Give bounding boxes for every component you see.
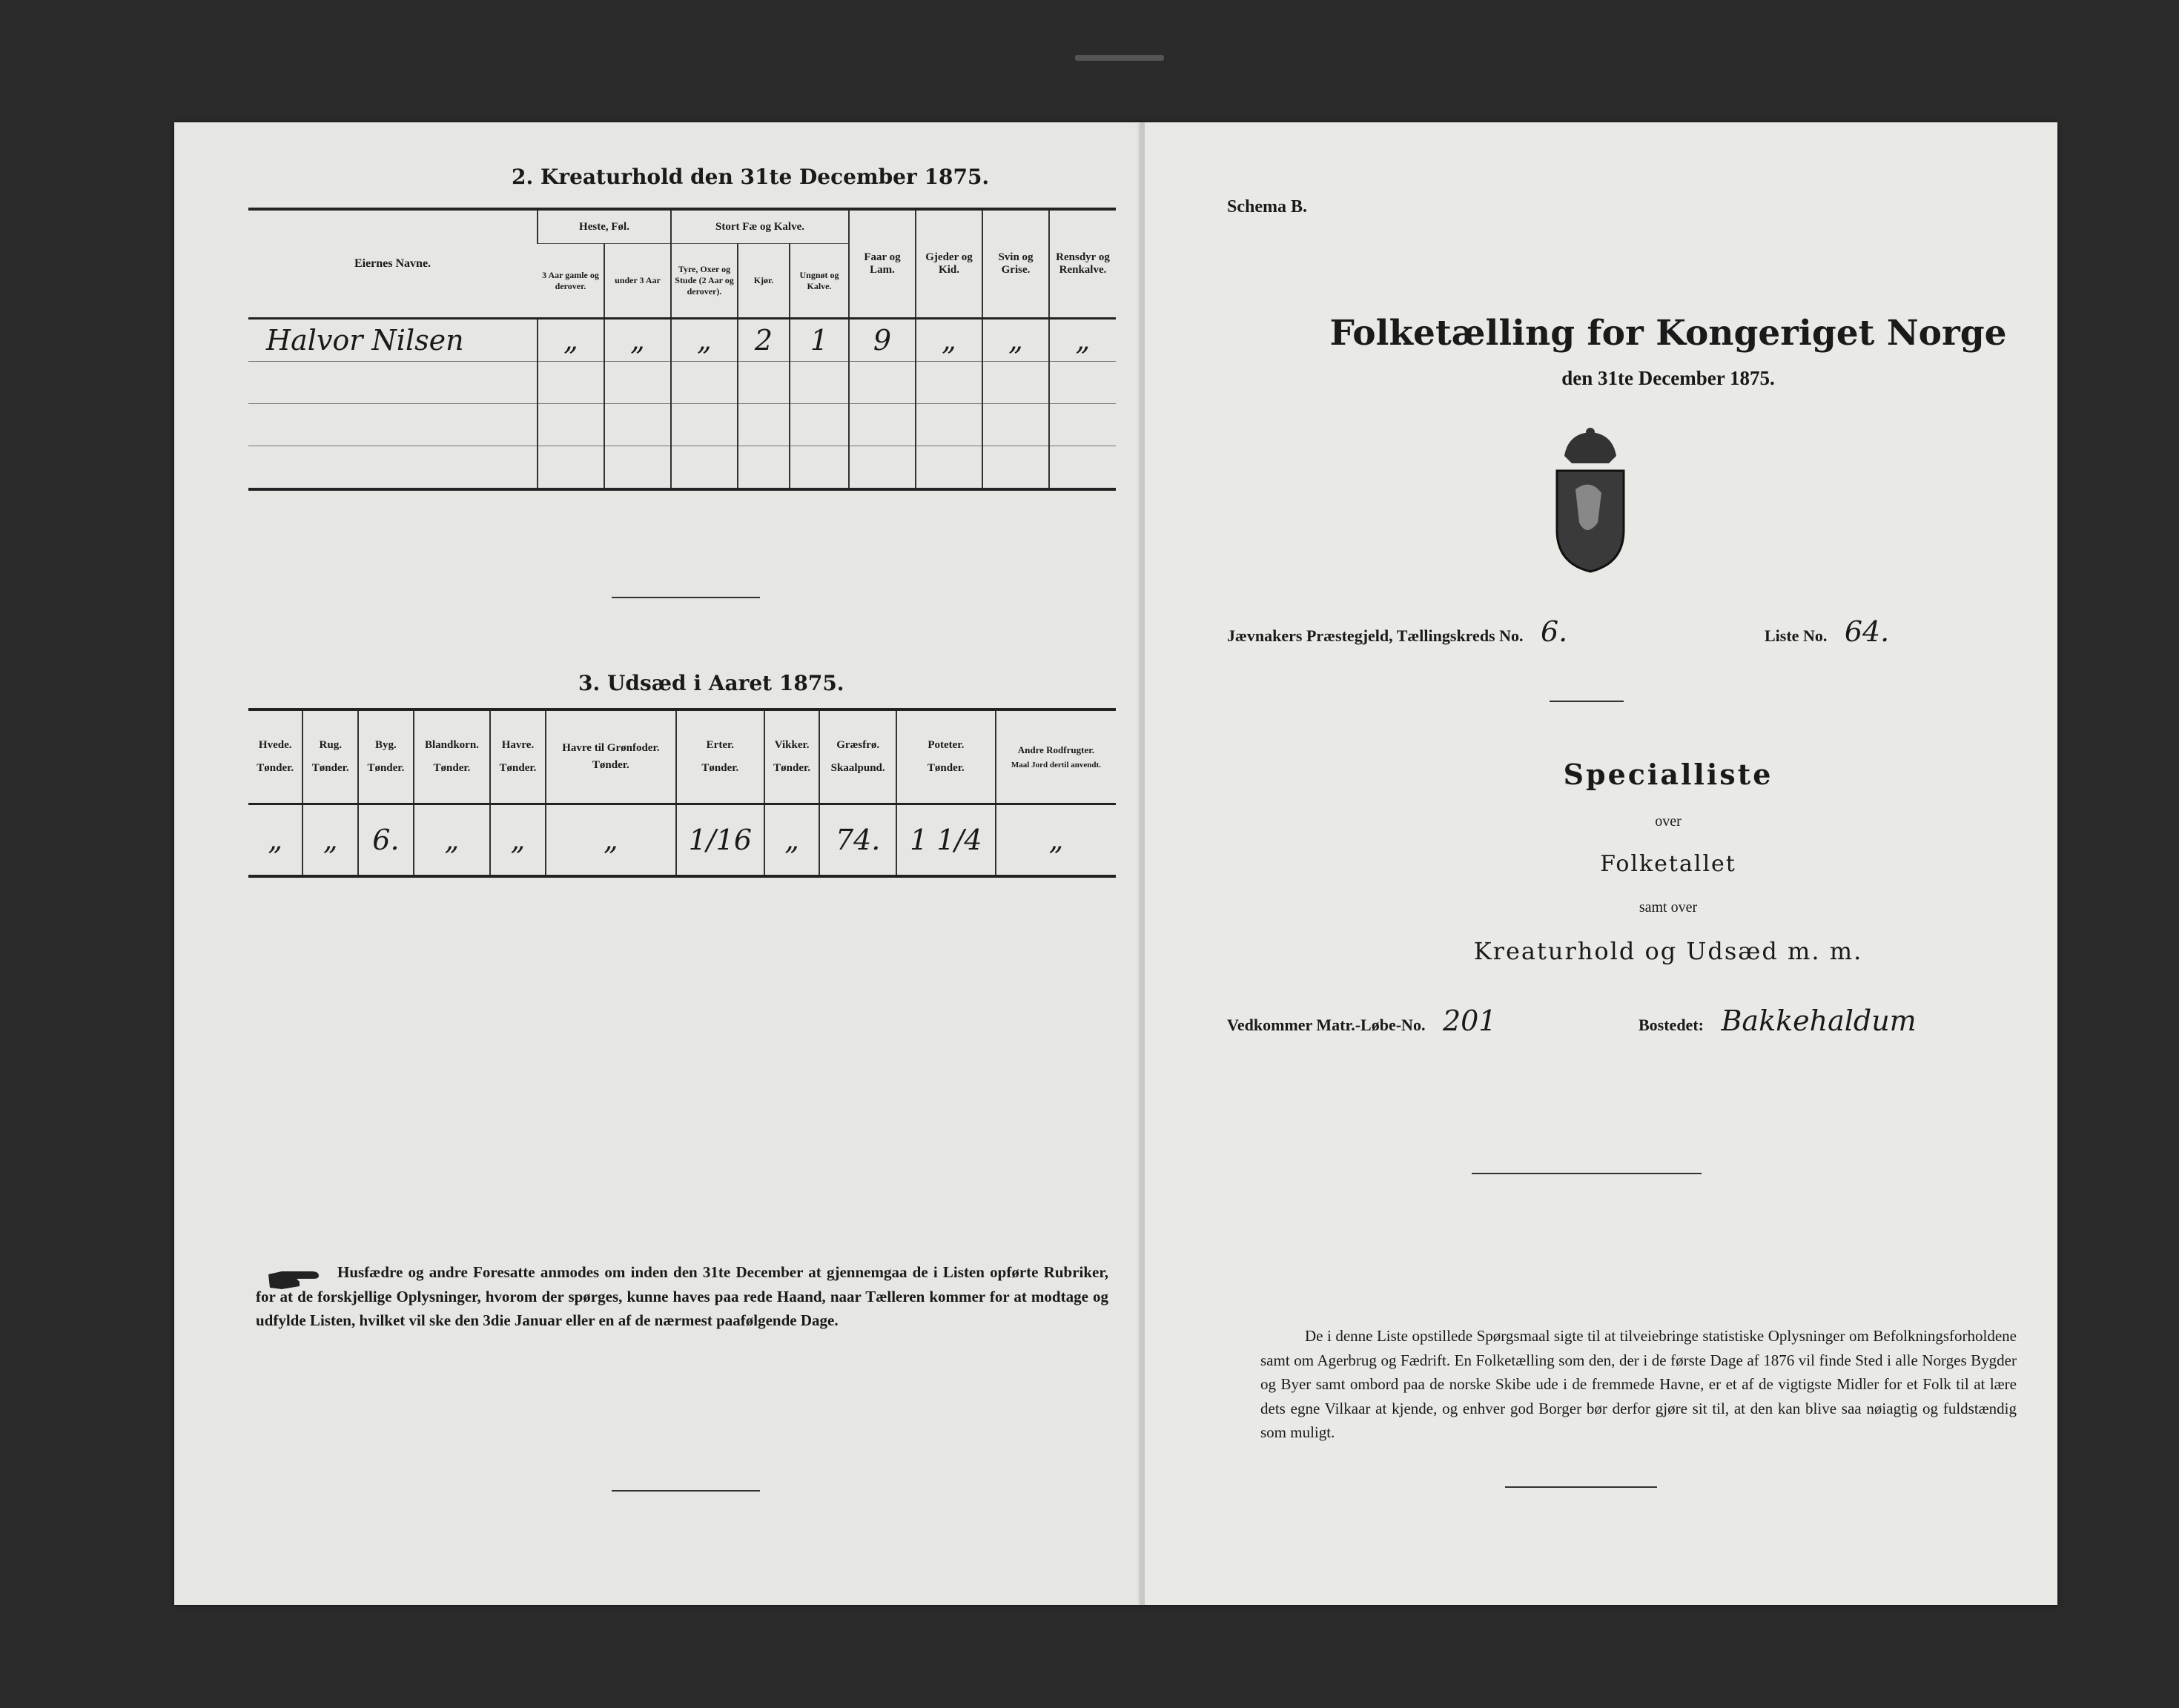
location-line xyxy=(1227,615,1581,648)
divider xyxy=(1550,701,1624,702)
gjeder-header: Gjeder og Kid. xyxy=(916,209,982,319)
bosted-value: Bakkehaldum xyxy=(1721,1004,1917,1037)
table-row xyxy=(248,362,1116,404)
owner-cell: Halvor Nilsen xyxy=(248,319,538,362)
vikker-header: Vikker. Tønder. xyxy=(764,709,820,804)
bosted-line xyxy=(1639,1004,1930,1037)
owner-header: Eiernes Navne. xyxy=(248,209,538,319)
value-cell: „ xyxy=(604,319,671,362)
value-cell: 74. xyxy=(819,804,896,877)
census-date: den 31te December 1875. xyxy=(1561,367,1775,389)
matr-number: 201 xyxy=(1442,1004,1497,1037)
table-row xyxy=(248,446,1116,490)
parish-label: Præstegjeld, xyxy=(1306,626,1393,645)
divider xyxy=(1472,1173,1702,1174)
over-text: over xyxy=(1655,813,1682,830)
value-cell: „ xyxy=(764,804,820,877)
seed-table xyxy=(248,708,1116,878)
livestock-table xyxy=(248,208,1116,491)
samt-text: samt over xyxy=(1639,899,1698,916)
heste-3plus-header: 3 Aar gamle og derover. xyxy=(538,244,604,319)
graesfro-header: Græsfrø. Skaalpund. xyxy=(819,709,896,804)
havre-header: Havre. Tønder. xyxy=(490,709,546,804)
rensdyr-header: Rensdyr og Renkalve. xyxy=(1049,209,1116,319)
stort-fae-header: Stort Fæ og Kalve. xyxy=(671,209,849,244)
heste-under3-header: under 3 Aar xyxy=(604,244,671,319)
tyre-header: Tyre, Oxer og Stude (2 Aar og derover). xyxy=(671,244,738,319)
hvede-header: Hvede. Tønder. xyxy=(248,709,302,804)
page-title: Folketælling for Kongeriget Norge xyxy=(1329,313,2007,354)
coat-of-arms-icon xyxy=(1542,426,1639,575)
erter-header: Erter. Tønder. xyxy=(676,709,764,804)
table-row xyxy=(248,319,1116,362)
value-cell: „ xyxy=(546,804,676,877)
poteter-header: Poteter. Tønder. xyxy=(896,709,996,804)
list-line xyxy=(1765,615,1902,648)
specialliste-heading: Specialliste xyxy=(1563,758,1773,791)
value-cell: 6. xyxy=(358,804,414,877)
byg-header: Byg. Tønder. xyxy=(358,709,414,804)
matr-label: Vedkommer Matr.-Løbe-No. xyxy=(1227,1016,1426,1034)
value-cell: „ xyxy=(248,804,302,877)
divider xyxy=(1505,1486,1657,1488)
schema-label: Schema B. xyxy=(1227,197,1307,216)
parish: Jævnakers xyxy=(1227,626,1303,645)
list-number: 64. xyxy=(1844,615,1890,648)
matr-line xyxy=(1227,1004,1510,1037)
section2-title: 2. Kreaturhold den 31te December 1875. xyxy=(512,165,990,189)
svin-header: Svin og Grise. xyxy=(982,209,1049,319)
value-cell: „ xyxy=(414,804,490,877)
value-cell: „ xyxy=(916,319,982,362)
value-cell: „ xyxy=(302,804,358,877)
value-cell: 1 1/4 xyxy=(896,804,996,877)
value-cell: 1/16 xyxy=(676,804,764,877)
rodfrugter-header: Andre Rodfrugter. Maal Jord dertil anvendt. xyxy=(996,709,1116,804)
info-paragraph: De i denne Liste opstillede Spørgsmaal sigte til at tilveiebringe statistiske Oplysninger om Befolkningsforholdene samt om Agerbrug og Fædrift. En Folketælling som den, der i de første Dage af 1876 vil finde Sted i alle Norges Bygder og Byer samt ombord paa de norske Skibe ude i de fremmede Havne, er et af de vigtigste Midler for et Folk til at lære dets egne Vilkaar at kjende, og enhver god Borger bør derfor gjøre sit til, at den kan blive saa nøiagtig og fuldstændig som muligt. xyxy=(1260,1327,2017,1442)
rug-header: Rug. Tønder. xyxy=(302,709,358,804)
kjor-header: Kjør. xyxy=(738,244,790,319)
folketallet-text: Folketallet xyxy=(1600,851,1736,877)
district-label: Tællingskreds No. xyxy=(1396,626,1524,645)
instructions-notice: Husfædre og andre Foresatte anmodes om inden den 31te December at gjennemgaa de i Listen opførte Rubriker, for at de forskjellige Oplysninger, hvorom der spørges, kunne haves paa rede Haand, naar Tælleren kommer for at modtage og udfylde Listen, hvilket vil ske den 3die Januar eller en af de nærmest paafølgende Dage. xyxy=(256,1263,1108,1330)
page-fold xyxy=(1140,122,1145,1605)
table-row xyxy=(248,404,1116,446)
heste-header: Heste, Føl. xyxy=(538,209,671,244)
value-cell: „ xyxy=(538,319,604,362)
value-cell: „ xyxy=(671,319,738,362)
bosted-label: Bostedet: xyxy=(1639,1016,1704,1034)
district-number: 6. xyxy=(1541,615,1568,648)
list-label: Liste No. xyxy=(1765,626,1828,645)
divider xyxy=(612,597,760,598)
ungnot-header: Ungnøt og Kalve. xyxy=(790,244,849,319)
value-cell: „ xyxy=(1049,319,1116,362)
havre-gronfoder-header: Havre til Grønfoder. Tønder. xyxy=(546,709,676,804)
divider xyxy=(612,1490,760,1492)
value-cell: „ xyxy=(982,319,1049,362)
faar-header: Faar og Lam. xyxy=(849,209,916,319)
scan-mark xyxy=(1075,55,1164,61)
value-cell: 2 xyxy=(738,319,790,362)
table-row xyxy=(248,804,1116,877)
kreatur-text: Kreaturhold og Udsæd m. m. xyxy=(1473,937,1863,965)
blandkorn-header: Blandkorn. Tønder. xyxy=(414,709,490,804)
value-cell: 9 xyxy=(849,319,916,362)
section3-title: 3. Udsæd i Aaret 1875. xyxy=(578,671,844,695)
value-cell: 1 xyxy=(790,319,849,362)
value-cell: „ xyxy=(996,804,1116,877)
value-cell: „ xyxy=(490,804,546,877)
